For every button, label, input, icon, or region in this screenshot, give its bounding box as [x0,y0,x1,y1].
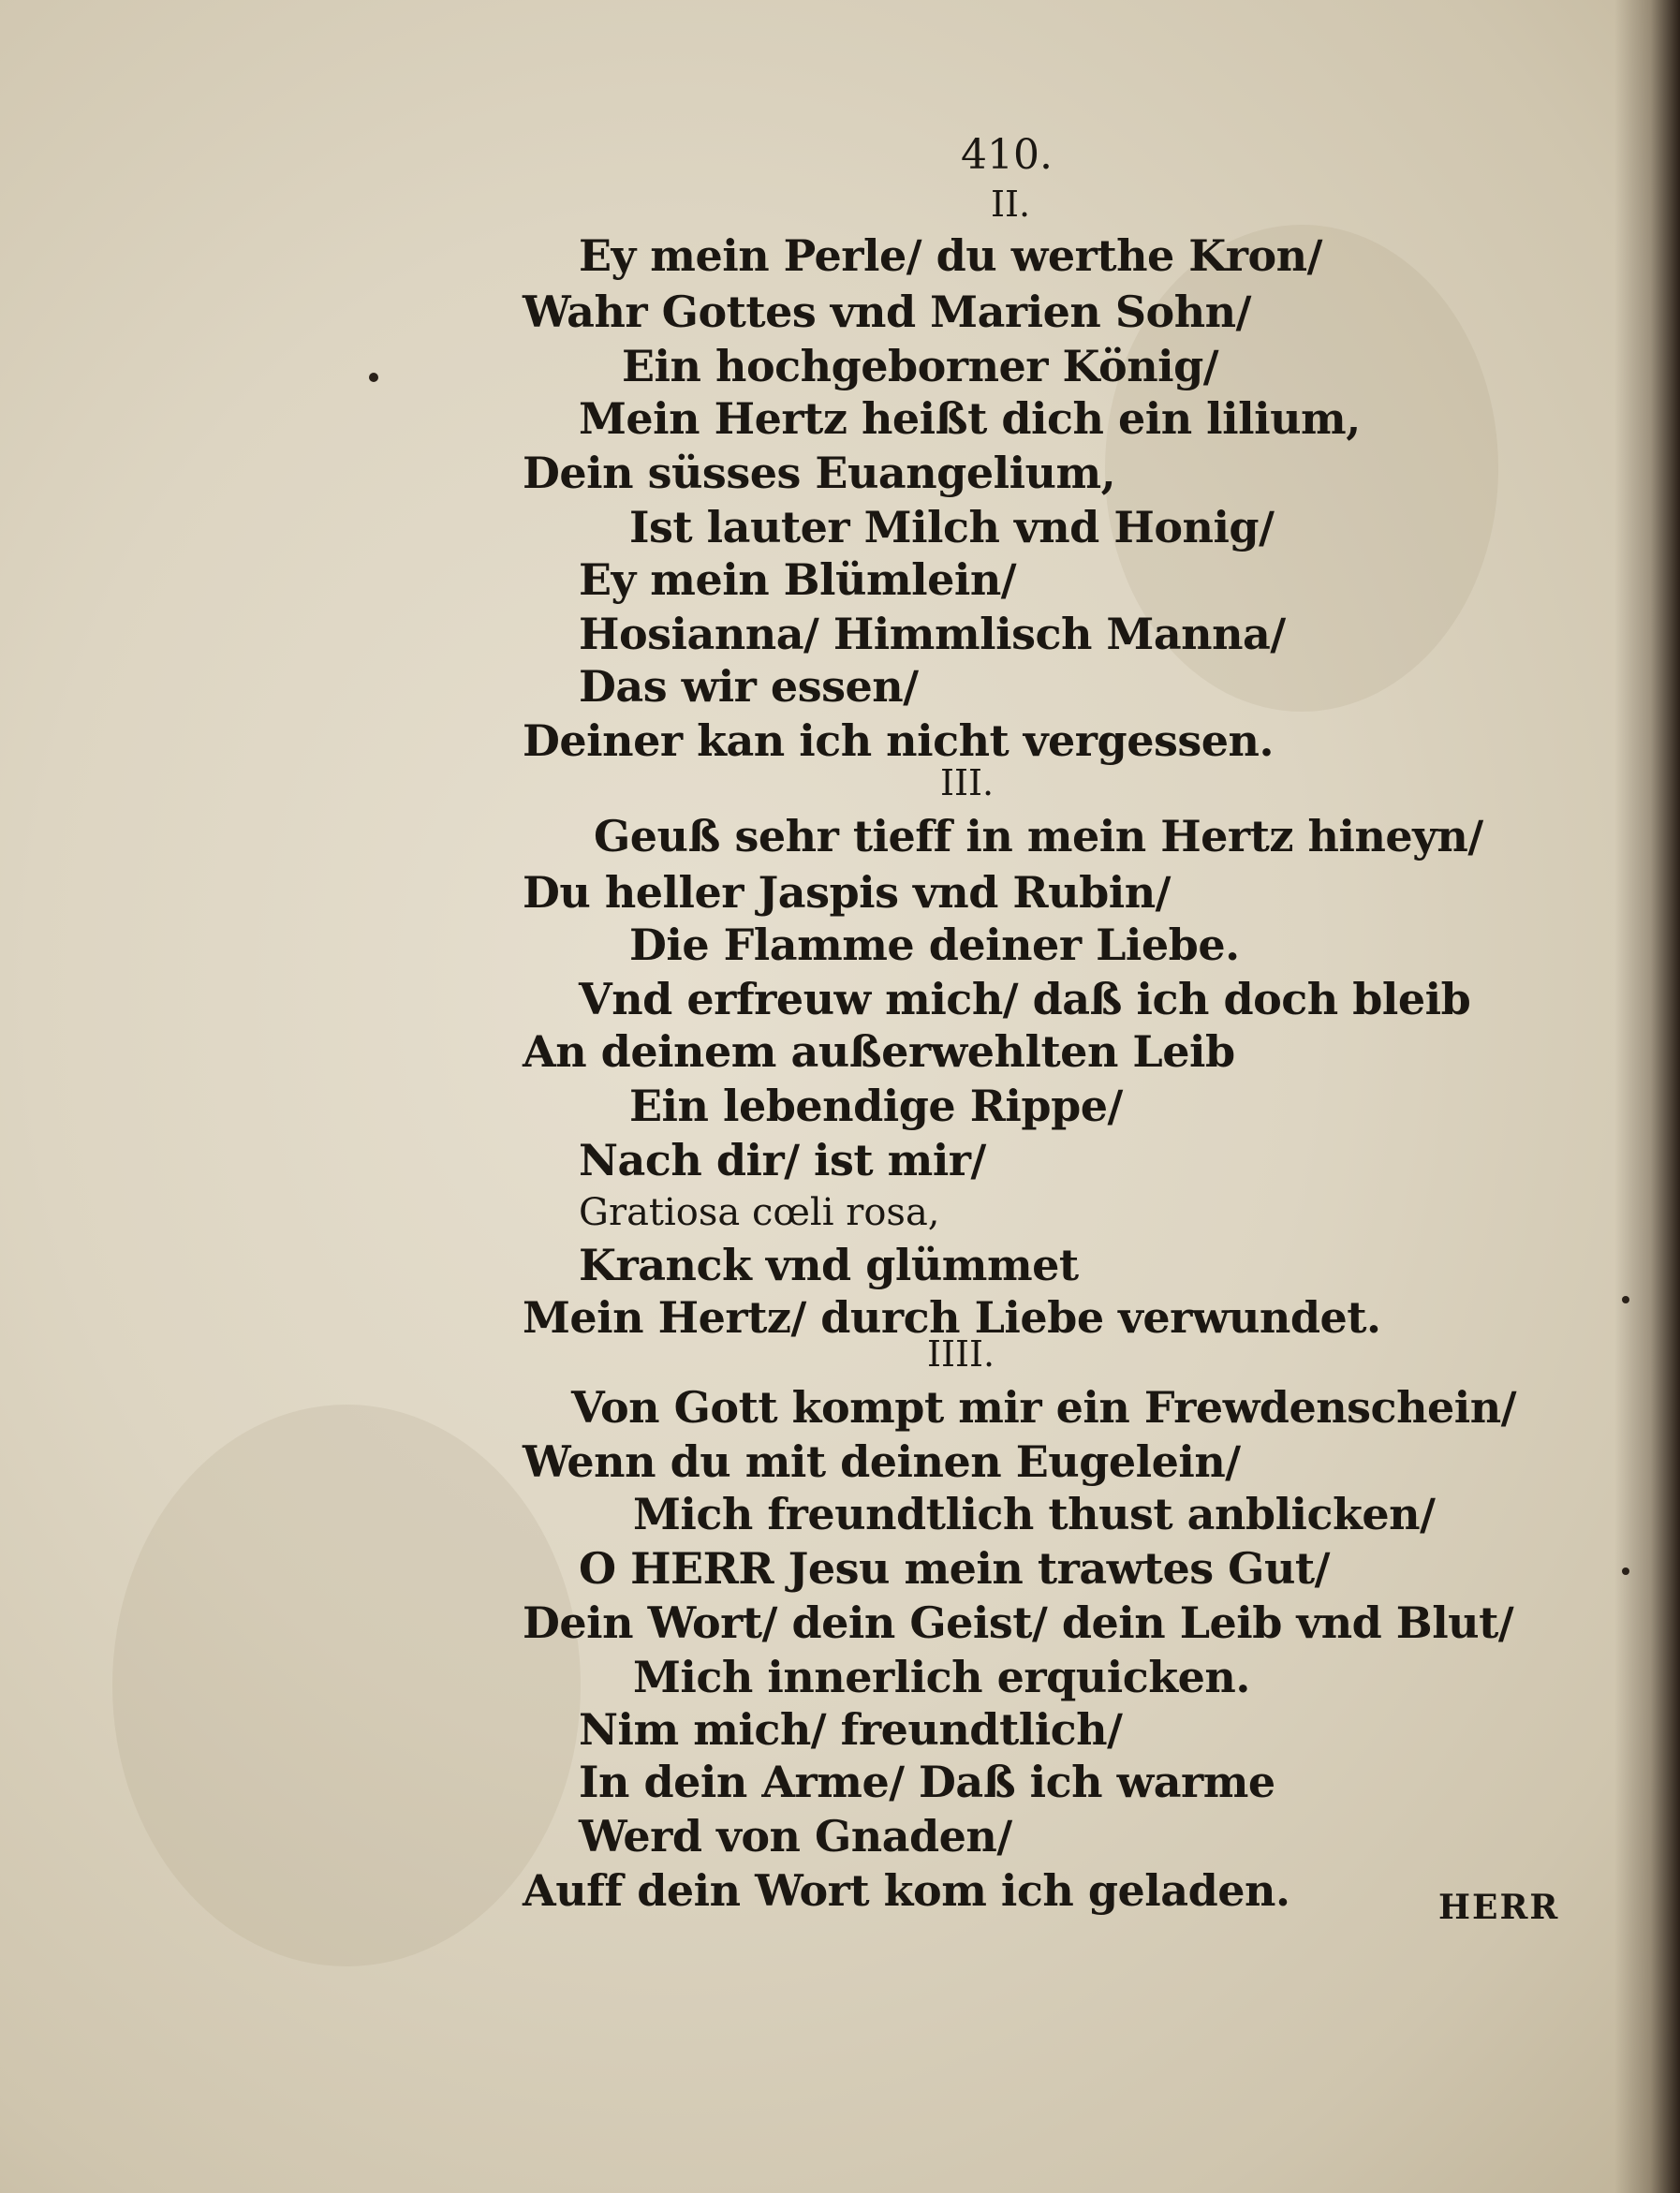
verse-line: Ein hochgeborner König/ [622,341,1219,391]
page-gutter-shadow [1614,0,1680,2193]
ink-speck [1622,1567,1629,1575]
verse-line: Vnd erfreuw mich/ daß ich doch bleib [579,974,1471,1024]
catchword: HERR [1438,1888,1560,1927]
verse-line: Von Gott kompt mir ein Frewdenschein/ [571,1382,1516,1433]
verse-line: Ey mein Blümlein/ [579,554,1017,605]
page-number: 410. [961,131,1053,179]
verse-line: Ey mein Perle/ du werthe Kron/ [579,230,1322,281]
stanza-numeral-4: IIII. [927,1333,995,1375]
verse-line: Mein Hertz heißt dich ein lilium, [579,393,1361,444]
stanza-numeral-3: III. [940,762,995,803]
verse-line: O HERR Jesu mein trawtes Gut/ [579,1543,1330,1594]
verse-line: Ist lauter Milch vnd Honig/ [629,502,1275,552]
ink-speck [369,373,378,382]
verse-line: An deinem außerwehlten Leib [523,1026,1235,1077]
verse-line: Wenn du mit deinen Eugelein/ [523,1436,1241,1487]
stanza-numeral-2: II. [991,184,1031,225]
verse-line: Geuß sehr tieff in mein Hertz hineyn/ [594,811,1483,861]
ink-speck [1622,1296,1629,1303]
verse-line: Das wir essen/ [579,661,919,712]
verse-line: Die Flamme deiner Liebe. [629,920,1240,970]
verse-line: Hosianna/ Himmlisch Manna/ [579,609,1286,659]
verse-line: Kranck vnd glümmet [579,1240,1079,1290]
verse-line: Mich freundtlich thust anblicken/ [633,1489,1436,1539]
verse-line: Du heller Jaspis vnd Rubin/ [523,867,1171,918]
verse-line: Auff dein Wort kom ich geladen. [523,1865,1290,1916]
verse-line-latin: Gratiosa cœli rosa, [579,1191,940,1234]
paper-stain [112,1405,581,1966]
verse-line: Mich innerlich erquicken. [633,1652,1250,1702]
verse-line: Dein Wort/ dein Geist/ dein Leib vnd Blut/ [523,1597,1514,1648]
verse-line: Nim mich/ freundtlich/ [579,1704,1123,1755]
verse-line: Deiner kan ich nicht vergessen. [523,715,1274,766]
verse-line: Wahr Gottes vnd Marien Sohn/ [523,287,1251,337]
verse-line: Werd von Gnaden/ [579,1811,1012,1862]
verse-line: Mein Hertz/ durch Liebe verwundet. [523,1292,1381,1343]
verse-line: In dein Arme/ Daß ich warme [579,1757,1275,1807]
verse-line: Nach dir/ ist mir/ [579,1135,986,1185]
verse-line: Dein süsses Euangelium, [523,448,1116,498]
verse-line: Ein lebendige Rippe/ [629,1081,1123,1131]
